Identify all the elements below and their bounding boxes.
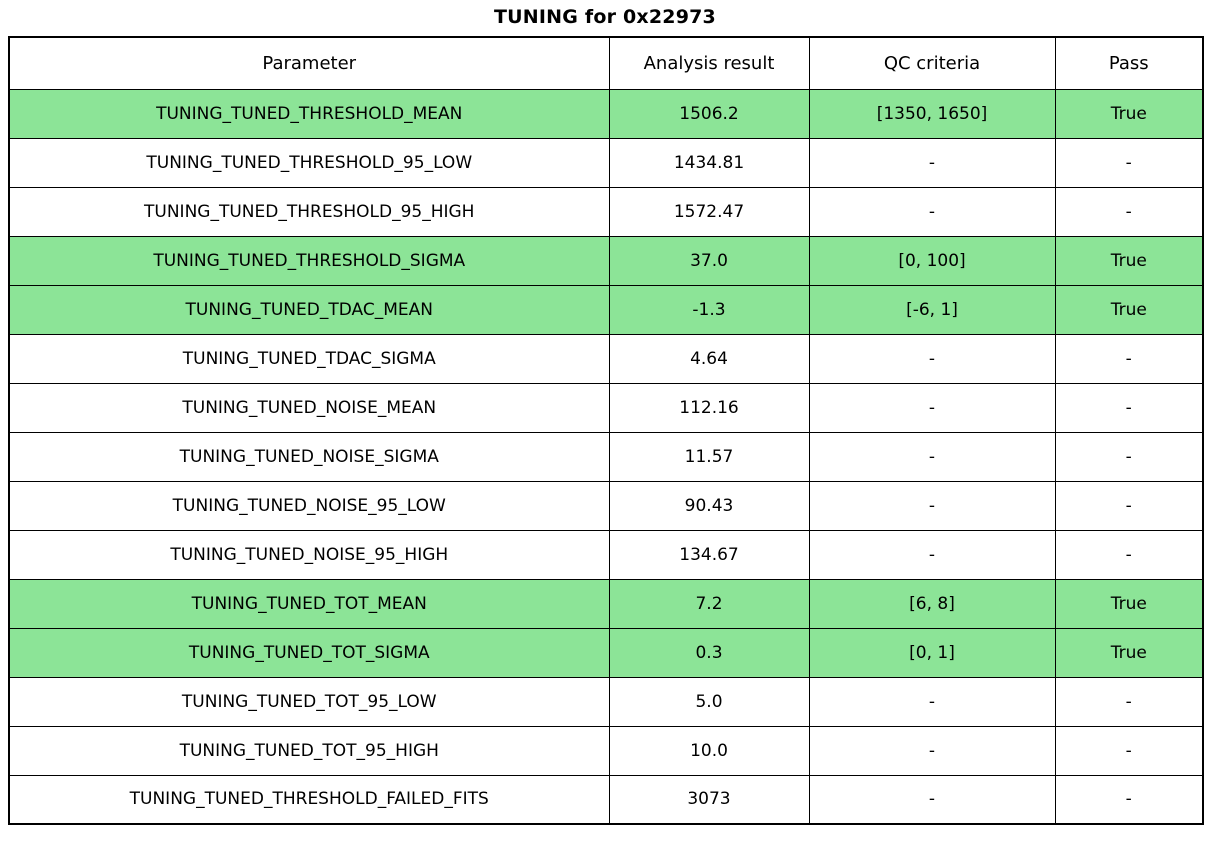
cell-analysis-result: 1572.47 xyxy=(609,187,809,236)
cell-qc-criteria: - xyxy=(809,334,1055,383)
column-header-qc-criteria: QC criteria xyxy=(809,37,1055,89)
cell-parameter: TUNING_TUNED_TDAC_SIGMA xyxy=(9,334,609,383)
table-row xyxy=(9,628,1203,677)
table-row xyxy=(9,579,1203,628)
cell-pass: True xyxy=(1055,89,1203,138)
cell-parameter: TUNING_TUNED_TDAC_MEAN xyxy=(9,285,609,334)
cell-pass: - xyxy=(1055,432,1203,481)
cell-qc-criteria: [1350, 1650] xyxy=(809,89,1055,138)
cell-analysis-result: 7.2 xyxy=(609,579,809,628)
cell-analysis-result: 112.16 xyxy=(609,383,809,432)
cell-parameter: TUNING_TUNED_TOT_95_HIGH xyxy=(9,726,609,775)
cell-analysis-result: 4.64 xyxy=(609,334,809,383)
cell-parameter: TUNING_TUNED_NOISE_95_HIGH xyxy=(9,530,609,579)
cell-parameter: TUNING_TUNED_NOISE_MEAN xyxy=(9,383,609,432)
column-header-pass: Pass xyxy=(1055,37,1203,89)
cell-qc-criteria: [6, 8] xyxy=(809,579,1055,628)
cell-parameter: TUNING_TUNED_THRESHOLD_FAILED_FITS xyxy=(9,775,609,824)
cell-parameter: TUNING_TUNED_THRESHOLD_95_HIGH xyxy=(9,187,609,236)
table-body xyxy=(9,89,1203,824)
cell-parameter: TUNING_TUNED_TOT_95_LOW xyxy=(9,677,609,726)
table-header-row xyxy=(9,37,1203,89)
cell-pass: - xyxy=(1055,677,1203,726)
cell-pass: - xyxy=(1055,481,1203,530)
cell-qc-criteria: - xyxy=(809,187,1055,236)
table-row xyxy=(9,432,1203,481)
cell-analysis-result: 3073 xyxy=(609,775,809,824)
table-row xyxy=(9,677,1203,726)
table-row xyxy=(9,89,1203,138)
table-row xyxy=(9,383,1203,432)
cell-analysis-result: -1.3 xyxy=(609,285,809,334)
cell-pass: - xyxy=(1055,334,1203,383)
cell-qc-criteria: - xyxy=(809,775,1055,824)
cell-qc-criteria: - xyxy=(809,677,1055,726)
cell-parameter: TUNING_TUNED_THRESHOLD_95_LOW xyxy=(9,138,609,187)
cell-qc-criteria: [-6, 1] xyxy=(809,285,1055,334)
cell-analysis-result: 10.0 xyxy=(609,726,809,775)
cell-qc-criteria: [0, 1] xyxy=(809,628,1055,677)
column-header-analysis-result: Analysis result xyxy=(609,37,809,89)
table-row xyxy=(9,530,1203,579)
cell-qc-criteria: [0, 100] xyxy=(809,236,1055,285)
table-row xyxy=(9,481,1203,530)
qc-results-table xyxy=(8,36,1204,825)
cell-qc-criteria: - xyxy=(809,138,1055,187)
cell-pass: - xyxy=(1055,775,1203,824)
cell-pass: - xyxy=(1055,726,1203,775)
table-row xyxy=(9,138,1203,187)
table-container xyxy=(0,36,1210,825)
cell-pass: True xyxy=(1055,579,1203,628)
cell-pass: True xyxy=(1055,628,1203,677)
table-row xyxy=(9,236,1203,285)
table-row xyxy=(9,285,1203,334)
column-header-parameter: Parameter xyxy=(9,37,609,89)
cell-analysis-result: 37.0 xyxy=(609,236,809,285)
table-header xyxy=(9,37,1203,89)
cell-analysis-result: 90.43 xyxy=(609,481,809,530)
table-row xyxy=(9,334,1203,383)
cell-pass: - xyxy=(1055,383,1203,432)
cell-qc-criteria: - xyxy=(809,383,1055,432)
table-row xyxy=(9,726,1203,775)
cell-analysis-result: 1434.81 xyxy=(609,138,809,187)
cell-analysis-result: 11.57 xyxy=(609,432,809,481)
cell-pass: - xyxy=(1055,138,1203,187)
table-row xyxy=(9,187,1203,236)
table-row xyxy=(9,775,1203,824)
cell-qc-criteria: - xyxy=(809,530,1055,579)
cell-pass: True xyxy=(1055,285,1203,334)
cell-pass: - xyxy=(1055,187,1203,236)
cell-analysis-result: 1506.2 xyxy=(609,89,809,138)
cell-parameter: TUNING_TUNED_TOT_MEAN xyxy=(9,579,609,628)
cell-parameter: TUNING_TUNED_THRESHOLD_MEAN xyxy=(9,89,609,138)
cell-pass: True xyxy=(1055,236,1203,285)
cell-analysis-result: 5.0 xyxy=(609,677,809,726)
cell-parameter: TUNING_TUNED_NOISE_SIGMA xyxy=(9,432,609,481)
cell-parameter: TUNING_TUNED_THRESHOLD_SIGMA xyxy=(9,236,609,285)
cell-qc-criteria: - xyxy=(809,481,1055,530)
cell-qc-criteria: - xyxy=(809,726,1055,775)
cell-qc-criteria: - xyxy=(809,432,1055,481)
cell-parameter: TUNING_TUNED_TOT_SIGMA xyxy=(9,628,609,677)
cell-analysis-result: 0.3 xyxy=(609,628,809,677)
cell-parameter: TUNING_TUNED_NOISE_95_LOW xyxy=(9,481,609,530)
cell-pass: - xyxy=(1055,530,1203,579)
page-title: TUNING for 0x22973 xyxy=(494,6,716,28)
cell-analysis-result: 134.67 xyxy=(609,530,809,579)
